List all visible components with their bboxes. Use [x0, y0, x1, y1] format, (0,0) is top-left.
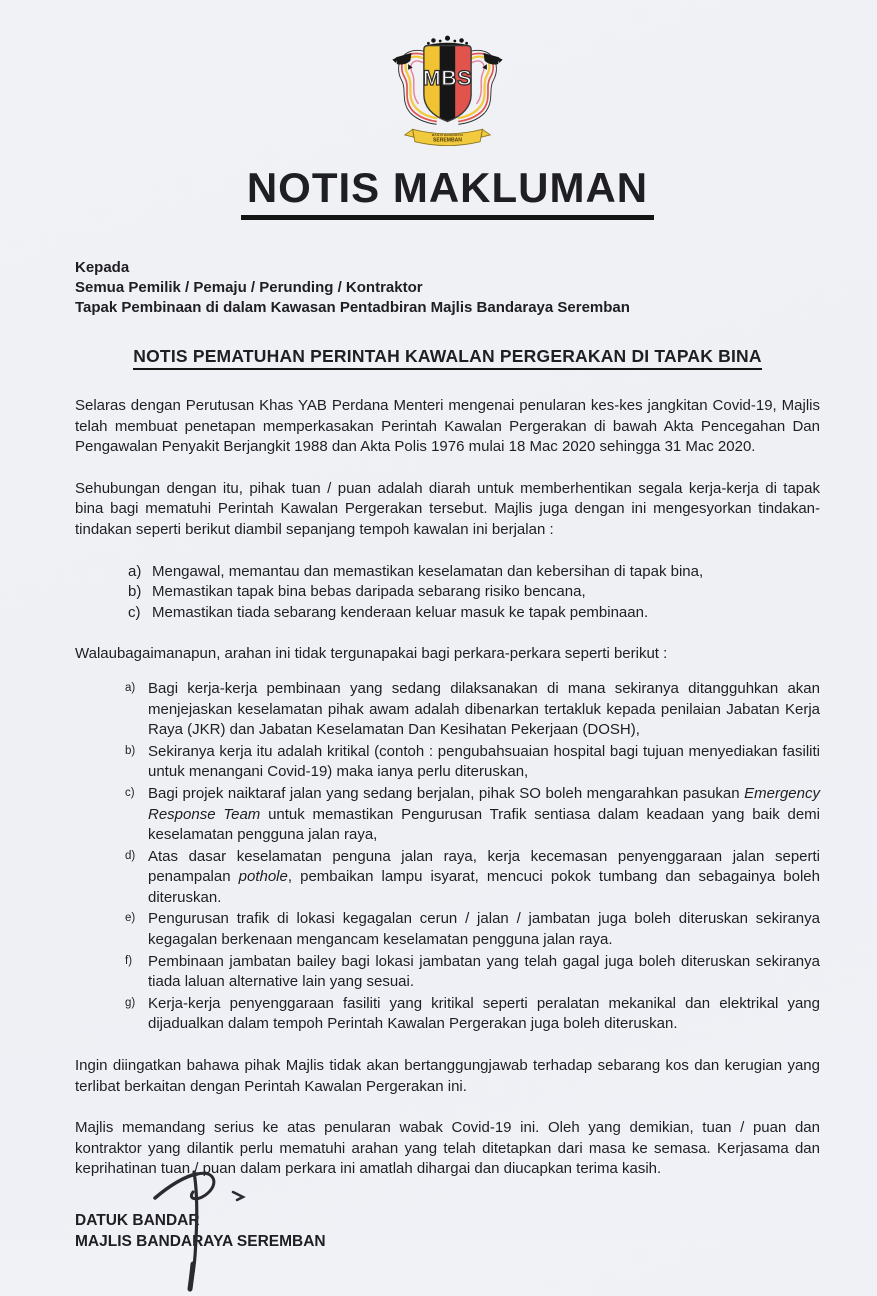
list-item-text-italic: Emergency Response Team: [148, 784, 820, 823]
subject-heading-text: NOTIS PEMATUHAN PERINTAH KAWALAN PERGERAKAN DI TAPAK BINA: [133, 346, 761, 370]
list-item-text: Bagi kerja-kerja pembinaan yang sedang dilaksanakan di mana sekiranya ditangguhkan akan menjejaskan keselamatan pihak awam adalah dibenarkan tertakluk kepada penilaian Jabatan Kerja Raya (JKR) dan Jabatan Keselamatan Dan Kesihatan Pekerjaan (DOSH),: [148, 679, 820, 739]
list-item-label: a): [125, 681, 136, 694]
page-title-text: NOTIS MAKLUMAN: [241, 164, 654, 220]
list-item: [128, 603, 820, 624]
list-item-text: Mengawal, memantau dan memastikan keselamatan dan kebersihan di tapak bina,: [152, 562, 704, 580]
list-item-text: Pengurusan trafik di lokasi kegagalan cerun / jalan / jambatan juga boleh diteruskan sekiranya kegagalan berkenaan mengancam keselamatan pengguna jalan raya.: [148, 910, 820, 949]
paragraph-2: Sehubungan dengan itu, pihak tuan / puan adalah diarah untuk memberhentikan segala kerja-kerja di tapak bina bagi mematuhi Perintah Kawalan Pergerakan tersebut. Majlis juga dengan ini mengesyorkan tindakan-tindakan seperti berikut diambil sepanjang tempoh kawalan ini berjalan :: [75, 479, 820, 538]
list-item-text-pre: Bagi projek naiktaraf jalan yang sedang berjalan, pihak SO boleh mengarahkan pasukan: [148, 784, 745, 802]
list-item-label: c): [125, 786, 135, 799]
list-item: [128, 562, 820, 583]
list-item-label: d): [125, 849, 136, 862]
list-item-text: [148, 847, 820, 909]
paragraph-5: Majlis memandang serius ke atas penularan wabak Covid-19 ini. Oleh yang demikian, tuan / puan dan kontraktor yang dilantik perlu mematuhi arahan yang telah ditetapkan dari masa ke semasa. Kerjasama dan keprihatinan tuan / puan dalam perkara ini amatlah dihargai dan diucapkan terima kasih.: [75, 1119, 820, 1178]
list-item-label: g): [125, 996, 136, 1009]
list-item: [125, 679, 820, 741]
list-item-text: Sekiranya kerja itu adalah kritikal (contoh : pengubahsuaian hospital bagi tujuan menyediakan fasiliti untuk menangani Covid-19) maka ianya perlu diteruskan,: [148, 742, 820, 781]
list-item: [128, 582, 820, 603]
list-item-label: e): [125, 912, 136, 925]
list-item-text: [148, 784, 820, 846]
paragraph-4: Ingin diingatkan bahawa pihak Majlis tidak akan bertanggungjawab terhadap sebarang kos dan kerugian yang terlibat berkaitan dengan Perintah Kawalan Pergerakan ini.: [75, 1057, 820, 1095]
signatory-title: DATUK BANDAR: [75, 1212, 200, 1229]
page-title: [75, 164, 820, 220]
list-item-text: Pembinaan jambatan bailey bagi lokasi jambatan yang telah gagal juga boleh diteruskan sekiranya tiada laluan alternative lain yang sesuai.: [148, 952, 820, 991]
recommendation-list: [128, 562, 820, 624]
subject-heading: [75, 346, 820, 370]
exemption-list: [125, 679, 820, 1035]
recipient-line1: Semua Pemilik / Pemaju / Perunding / Kontraktor: [75, 279, 423, 296]
list-item-label: b): [128, 583, 142, 601]
list-item-text-italic: pothole: [238, 868, 288, 886]
list-item-text-post: , pembaikan lampu isyarat, mencuci pokok tumbang dan sebagainya boleh diteruskan.: [148, 868, 820, 906]
recipient-salutation: Kepada: [75, 259, 130, 276]
banner-bottom-text: SEREMBAN: [433, 137, 462, 144]
banner-top-text: MAJLIS BANDARAYA: [431, 133, 464, 138]
list-item: [125, 909, 820, 950]
list-item-label: f): [125, 954, 133, 967]
recipient-line2: Tapak Pembinaan di dalam Kawasan Pentadbiran Majlis Bandaraya Seremban: [75, 299, 630, 316]
signatory-org: MAJLIS BANDARAYA SEREMBAN: [75, 1233, 326, 1250]
mbs-logo: [75, 28, 820, 158]
logo-banner: [405, 129, 491, 145]
list-item-text: Memastikan tapak bina bebas daripada sebarang risiko bencana,: [152, 583, 586, 601]
paragraph-1: Selaras dengan Perutusan Khas YAB Perdana Menteri mengenai penularan kes-kes jangkitan Covid-19, Majlis telah membuat penetapan memperkasakan Perintah Kawalan Pergerakan di bawah Akta Pencegahan Dan Pengawalan Penyakit Berjangkit 1988 dan Akta Polis 1976 mulai 18 Mac 2020 sehingga 31 Mac 2020.: [75, 397, 820, 456]
paragraph-3-intro: Walaubagaimanapun, arahan ini tidak tergunapakai bagi perkara-perkara seperti berikut :: [75, 645, 668, 663]
list-item-text: Memastikan tiada sebarang kenderaan keluar masuk ke tapak pembinaan.: [152, 603, 649, 621]
mbs-crest-icon: [380, 28, 515, 153]
logo-acronym: MBS: [422, 65, 473, 90]
list-item: [125, 847, 820, 909]
list-item-label: c): [128, 603, 141, 621]
signature-block: [75, 1210, 820, 1252]
list-item: [125, 994, 820, 1035]
list-item: [125, 952, 820, 993]
list-item-label: b): [125, 744, 136, 757]
list-item-text-post: untuk memastikan Pengurusan Trafik sentiasa dalam keadaan yang baik demi keselamatan pengguna jalan raya,: [148, 805, 820, 844]
recipient-block: [75, 258, 820, 318]
list-item: [125, 784, 820, 846]
list-item-label: a): [128, 562, 142, 580]
list-item: [125, 742, 820, 783]
list-item-text: Kerja-kerja penyenggaraan fasiliti yang kritikal seperti peralatan mekanikal dan elektrikal yang dijadualkan dalam tempoh Perintah Kawalan Pergerakan juga boleh diteruskan.: [148, 994, 820, 1033]
list-item-text-pre: Atas dasar keselamatan penguna jalan raya, kerja kecemasan penyenggaraan jalan seperti penampalan: [148, 847, 820, 886]
